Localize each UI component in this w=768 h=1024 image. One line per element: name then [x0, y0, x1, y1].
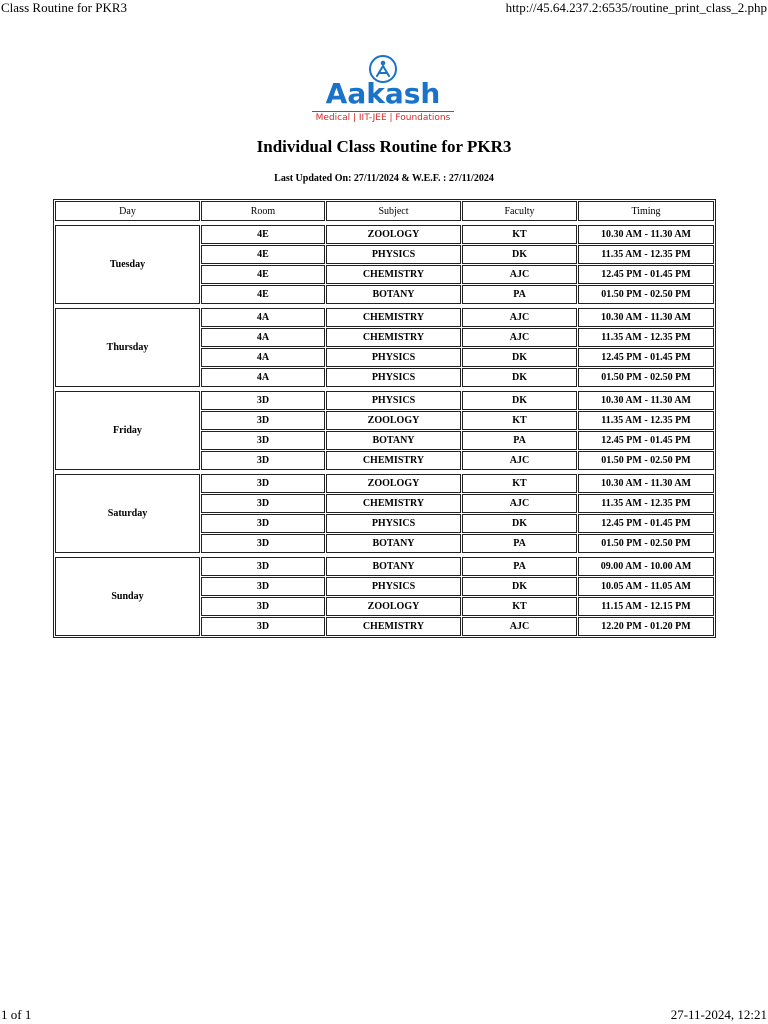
faculty-cell: PA	[462, 534, 577, 553]
room-cell: 3D	[201, 431, 325, 450]
faculty-cell: AJC	[462, 328, 577, 347]
timing-cell: 10.30 AM - 11.30 AM	[578, 474, 714, 493]
timing-cell: 12.45 PM - 01.45 PM	[578, 514, 714, 533]
faculty-cell: KT	[462, 225, 577, 244]
page-count: 1 of 1	[1, 1007, 32, 1022]
day-separator	[55, 471, 714, 473]
room-cell: 3D	[201, 411, 325, 430]
page-title: Individual Class Routine for PKR3	[256, 137, 512, 156]
subject-cell: ZOOLOGY	[326, 597, 461, 616]
column-header-faculty: Faculty	[462, 201, 577, 221]
table-row	[55, 308, 714, 327]
subject-cell: BOTANY	[326, 431, 461, 450]
room-cell: 4A	[201, 368, 325, 387]
subject-cell: ZOOLOGY	[326, 411, 461, 430]
subject-cell: CHEMISTRY	[326, 328, 461, 347]
faculty-cell: DK	[462, 245, 577, 264]
timing-cell: 10.30 AM - 11.30 AM	[578, 308, 714, 327]
timing-cell: 01.50 PM - 02.50 PM	[578, 368, 714, 387]
subject-cell: ZOOLOGY	[326, 474, 461, 493]
faculty-cell: KT	[462, 474, 577, 493]
faculty-cell: AJC	[462, 308, 577, 327]
faculty-cell: DK	[462, 514, 577, 533]
room-cell: 4E	[201, 285, 325, 304]
timing-cell: 12.45 PM - 01.45 PM	[578, 431, 714, 450]
routine-body	[55, 222, 714, 636]
subject-cell: PHYSICS	[326, 577, 461, 596]
timing-cell: 09.00 AM - 10.00 AM	[578, 557, 714, 576]
room-cell: 4A	[201, 308, 325, 327]
timing-cell: 11.35 AM - 12.35 PM	[578, 245, 714, 264]
room-cell: 3D	[201, 474, 325, 493]
timing-cell: 12.45 PM - 01.45 PM	[578, 265, 714, 284]
faculty-cell: KT	[462, 597, 577, 616]
day-cell: Saturday	[55, 474, 200, 553]
timing-cell: 01.50 PM - 02.50 PM	[578, 285, 714, 304]
faculty-cell: AJC	[462, 494, 577, 513]
room-cell: 3D	[201, 577, 325, 596]
timing-cell: 10.30 AM - 11.30 AM	[578, 391, 714, 410]
subject-cell: CHEMISTRY	[326, 494, 461, 513]
timing-cell: 01.50 PM - 02.50 PM	[578, 451, 714, 470]
day-cell: Sunday	[55, 557, 200, 636]
room-cell: 4A	[201, 348, 325, 367]
room-cell: 3D	[201, 557, 325, 576]
table-row	[55, 474, 714, 493]
table-row	[55, 391, 714, 410]
room-cell: 4E	[201, 265, 325, 284]
table-header-row	[55, 201, 714, 221]
room-cell: 3D	[201, 617, 325, 636]
logo-tagline: Medical | IIT-JEE | Foundations	[315, 113, 451, 123]
print-header	[0, 0, 768, 16]
subject-cell: BOTANY	[326, 557, 461, 576]
column-header-room: Room	[201, 201, 325, 221]
timing-cell: 12.20 PM - 01.20 PM	[578, 617, 714, 636]
room-cell: 4E	[201, 225, 325, 244]
subject-cell: PHYSICS	[326, 514, 461, 533]
timing-cell: 10.05 AM - 11.05 AM	[578, 577, 714, 596]
day-cell: Tuesday	[55, 225, 200, 304]
room-cell: 3D	[201, 534, 325, 553]
subject-cell: PHYSICS	[326, 368, 461, 387]
subject-cell: PHYSICS	[326, 245, 461, 264]
faculty-cell: PA	[462, 285, 577, 304]
logo-name: Aakash	[325, 77, 441, 110]
room-cell: 4E	[201, 245, 325, 264]
faculty-cell: DK	[462, 391, 577, 410]
subject-cell: PHYSICS	[326, 391, 461, 410]
column-header-day: Day	[55, 201, 200, 221]
subject-cell: CHEMISTRY	[326, 265, 461, 284]
faculty-cell: DK	[462, 348, 577, 367]
day-separator	[55, 388, 714, 390]
subject-cell: ZOOLOGY	[326, 225, 461, 244]
last-updated: Last Updated On: 27/11/2024 & W.E.F. : 27/11/2024	[274, 173, 494, 184]
faculty-cell: DK	[462, 368, 577, 387]
print-header-title: Class Routine for PKR3	[1, 0, 128, 15]
day-cell: Friday	[55, 391, 200, 470]
timing-cell: 12.45 PM - 01.45 PM	[578, 348, 714, 367]
subject-cell: CHEMISTRY	[326, 617, 461, 636]
column-header-timing: Timing	[578, 201, 714, 221]
aakash-logo	[308, 52, 458, 122]
table-row	[55, 225, 714, 244]
faculty-cell: PA	[462, 557, 577, 576]
room-cell: 3D	[201, 597, 325, 616]
room-cell: 4A	[201, 328, 325, 347]
column-header-subject: Subject	[326, 201, 461, 221]
day-cell: Thursday	[55, 308, 200, 387]
faculty-cell: AJC	[462, 617, 577, 636]
timing-cell: 10.30 AM - 11.30 AM	[578, 225, 714, 244]
print-footer	[0, 1008, 768, 1024]
faculty-cell: PA	[462, 431, 577, 450]
subject-cell: CHEMISTRY	[326, 451, 461, 470]
subject-cell: BOTANY	[326, 534, 461, 553]
faculty-cell: AJC	[462, 265, 577, 284]
room-cell: 3D	[201, 494, 325, 513]
room-cell: 3D	[201, 451, 325, 470]
room-cell: 3D	[201, 514, 325, 533]
print-datetime: 27-11-2024, 12:21	[670, 1007, 767, 1022]
table-row	[55, 557, 714, 576]
timing-cell: 11.35 AM - 12.35 PM	[578, 411, 714, 430]
timing-cell: 11.35 AM - 12.35 PM	[578, 494, 714, 513]
day-separator	[55, 554, 714, 556]
print-header-url: http://45.64.237.2:6535/routine_print_class_2.php	[505, 0, 767, 15]
faculty-cell: KT	[462, 411, 577, 430]
day-separator	[55, 305, 714, 307]
day-separator	[55, 222, 714, 224]
timing-cell: 01.50 PM - 02.50 PM	[578, 534, 714, 553]
subject-cell: BOTANY	[326, 285, 461, 304]
faculty-cell: DK	[462, 577, 577, 596]
subject-cell: PHYSICS	[326, 348, 461, 367]
timing-cell: 11.35 AM - 12.35 PM	[578, 328, 714, 347]
room-cell: 3D	[201, 391, 325, 410]
routine-table	[53, 199, 716, 638]
faculty-cell: AJC	[462, 451, 577, 470]
timing-cell: 11.15 AM - 12.15 PM	[578, 597, 714, 616]
subject-cell: CHEMISTRY	[326, 308, 461, 327]
